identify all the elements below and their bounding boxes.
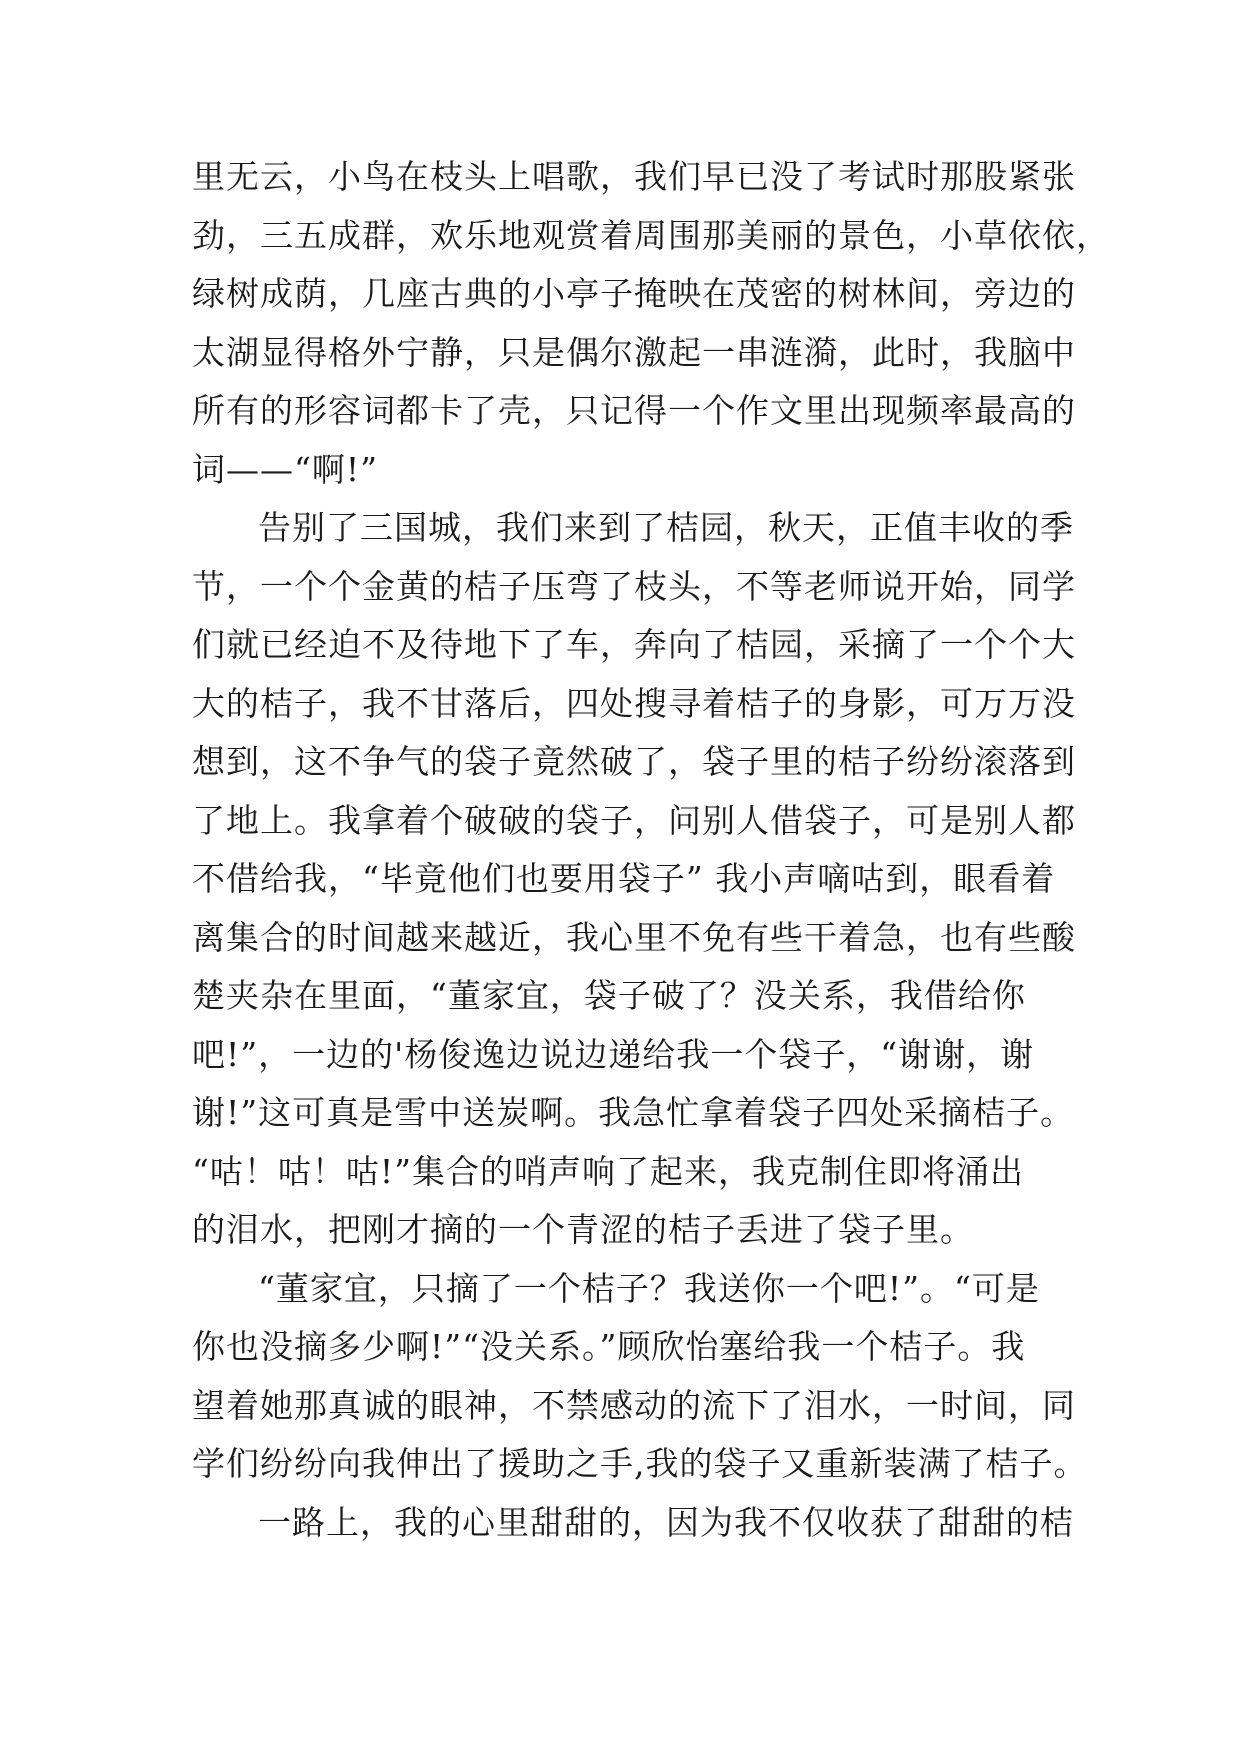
text-line: 谢!”这可真是雪中送炭啊。我急忙拿着袋子四处采摘桔子。 <box>192 1093 1075 1132</box>
text-line: 绿树成荫，几座古典的小亭子掩映在茂密的树林间，旁边的 <box>192 274 1076 313</box>
text-line: 楚夹杂在里面，“董家宜，袋子破了？没关系，我借给你 <box>192 976 1026 1015</box>
text-line: 吧!”，一边的'杨俊逸边说边递给我一个袋子，“谢谢，谢 <box>192 1034 1035 1074</box>
paragraph-start-line: 一路上，我的心里甜甜的，因为我不仅收获了甜甜的桔 <box>258 1502 1074 1542</box>
text-line: 里无云，小鸟在枝头上唱歌，我们早已没了考试时那股紧张 <box>192 157 1076 196</box>
text-line: 们就已经迫不及待地下了车，奔向了桔园，采摘了一个个大 <box>192 625 1076 664</box>
text-line: 不借给我，“毕竟他们也要用袋子” 我小声嘀咕到，眼看着 <box>192 859 1056 898</box>
text-line: 劲，三五成群，欢乐地观赏着周围那美丽的景色，小草依依， <box>192 215 1110 255</box>
text-line: 词——“啊!” <box>192 449 379 489</box>
text-line: 所有的形容词都卡了壳，只记得一个作文里出现频率最高的 <box>192 391 1076 430</box>
text-line: 大的桔子，我不甘落后，四处搜寻着桔子的身影，可万万没 <box>192 683 1076 723</box>
paragraph-start-line: 告别了三国城，我们来到了桔园，秋天，正值丰收的季 <box>258 508 1074 547</box>
text-line: 你也没摘多少啊!”“没关系。”顾欣怡塞给我一个桔子。我 <box>192 1327 1026 1366</box>
essay-text-block <box>192 148 1110 1552</box>
paragraph-start-line: “董家宜，只摘了一个桔子？我送你一个吧!”。“可是 <box>258 1268 1040 1308</box>
text-line: 想到，这不争气的袋子竟然破了，袋子里的桔子纷纷滚落到 <box>192 742 1076 781</box>
text-line: 节，一个个金黄的桔子压弯了枝头，不等老师说开始，同学 <box>192 566 1076 606</box>
text-line: 了地上。我拿着个破破的袋子，问别人借袋子，可是别人都 <box>192 800 1076 840</box>
text-line: 离集合的时间越来越近，我心里不免有些干着急，也有些酸 <box>192 917 1076 957</box>
text-line: 学们纷纷向我伸出了援助之手,我的袋子又重新装满了桔子。 <box>192 1444 1088 1483</box>
text-line: 的泪水，把刚才摘的一个青涩的桔子丢进了袋子里。 <box>192 1210 974 1249</box>
text-line: 太湖显得格外宁静，只是偶尔激起一串涟漪，此时，我脑中 <box>192 332 1076 372</box>
text-line: 望着她那真诚的眼神，不禁感动的流下了泪水，一时间，同 <box>192 1385 1076 1425</box>
text-line: “咕！咕！咕!”集合的哨声响了起来，我克制住即将涌出 <box>192 1151 1025 1191</box>
